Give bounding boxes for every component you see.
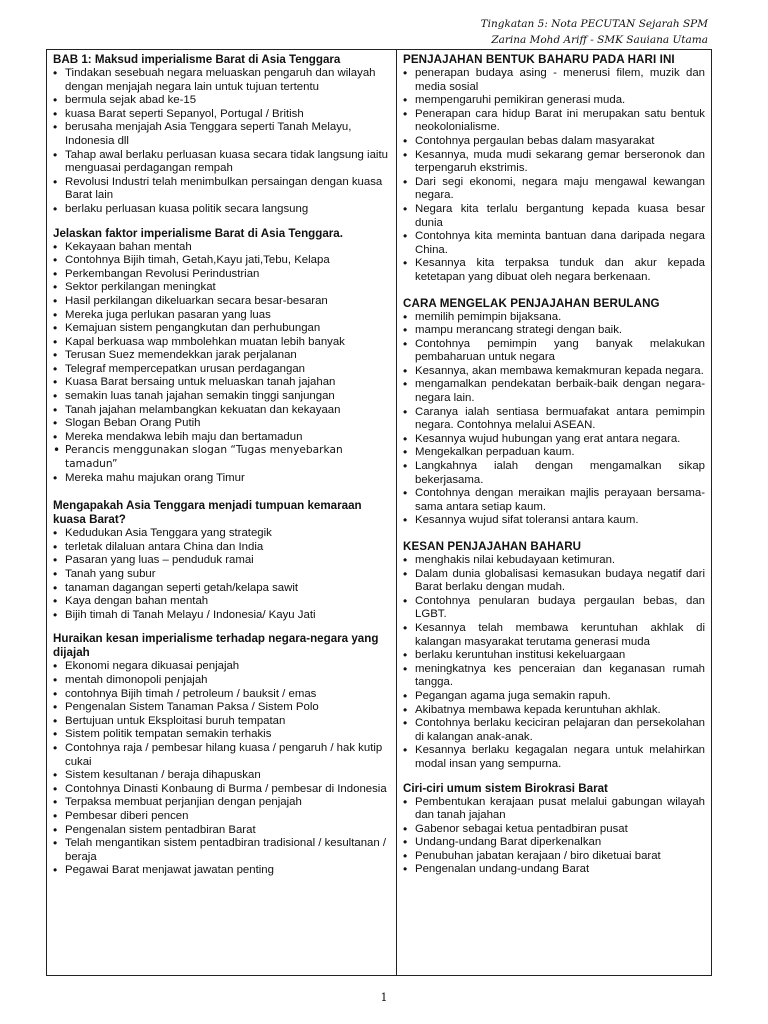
bullet-item: • Tanah yang subur	[53, 568, 391, 582]
bullet-list	[53, 527, 391, 622]
bullet-item: • Hasil perkilangan dikeluarkan secara besar-besaran	[53, 295, 391, 309]
bullet-item: • tanaman dagangan seperti getah/kelapa sawit	[53, 582, 391, 596]
bullet-item: • Akibatnya membawa kepada keruntuhan akhlak.	[403, 704, 705, 718]
notes-table	[46, 49, 712, 976]
bullet-item: • semakin luas tanah jajahan semakin tinggi sanjungan	[53, 390, 391, 404]
section-title: CARA MENGELAK PENJAJAHAN BERULANG	[403, 296, 660, 310]
bullet-item: • Perancis menggunakan slogan “Tugas menyebarkan tamadun”	[53, 444, 391, 471]
bullet-item: • Contohnya penularan budaya pergaulan bebas, dan LGBT.	[403, 595, 705, 622]
bullet-item: • Sektor perkilangan meningkat	[53, 281, 391, 295]
bullet-item: • Tindakan sesebuah negara meluaskan pengaruh dan wilayah dengan menjajah negara lain untuk tujuan tertentu	[53, 67, 391, 94]
bullet-item: • Pengenalan undang-undang Barat	[403, 863, 705, 877]
bullet-item: • Contohnya dengan meraikan majlis perayaan bersama-sama antara setiap kaum.	[403, 487, 705, 514]
page-header	[481, 16, 708, 48]
bullet-item: • Contohnya Dinasti Konbaung di Burma / pembesar di Indonesia	[53, 783, 391, 797]
header-author-line: Zarina Mohd Ariff - SMK Sauiana Utama	[491, 34, 708, 46]
bullet-item: • Ekonomi negara dikuasai penjajah	[53, 660, 391, 674]
bullet-item: • Dari segi ekonomi, negara maju mengawal kewangan negara.	[403, 176, 705, 203]
bullet-item: • Pegangan agama juga semakin rapuh.	[403, 690, 705, 704]
bullet-item: • Tahap awal berlaku perluasan kuasa secara tidak langsung iaitu menguasai perdagangan rempah	[53, 149, 391, 176]
bullet-item: • Pegawai Barat menjawat jawatan penting	[53, 864, 391, 878]
page-number: 1	[380, 991, 388, 1004]
bullet-item: • memilih pemimpin bijaksana.	[403, 311, 705, 325]
bullet-item: • berlaku keruntuhan institusi kekeluargaan	[403, 649, 705, 663]
bullet-item: • Contohnya Bijih timah, Getah,Kayu jati,Tebu, Kelapa	[53, 254, 391, 268]
left-column	[47, 50, 397, 975]
bullet-item: • menghakis nilai kebudayaan ketimuran.	[403, 554, 705, 568]
section-title: Jelaskan faktor imperialisme Barat di Asia Tenggara.	[53, 226, 343, 240]
bullet-item: • Bijih timah di Tanah Melayu / Indonesia/ Kayu Jati	[53, 609, 391, 623]
bullet-item: • Pengenalan Sistem Tanaman Paksa / Sistem Polo	[53, 701, 391, 715]
bullet-item: • Caranya ialah sentiasa bermuafakat antara pemimpin negara. Contohnya melalui ASEAN.	[403, 406, 705, 433]
bullet-item: • terletak dilaluan antara China dan India	[53, 541, 391, 555]
section-title: BAB 1: Maksud imperialisme Barat di Asia Tenggara	[53, 53, 341, 66]
bullet-list	[53, 241, 391, 486]
bullet-item: • Pengenalan sistem pentadbiran Barat	[53, 824, 391, 838]
section-title: PENJAJAHAN BENTUK BAHARU PADA HARI INI	[403, 53, 675, 66]
bullet-item: • mampu merancang strategi dengan baik.	[403, 324, 705, 338]
bullet-item: • Contohnya berlaku keciciran pelajaran dan persekolahan di kalangan anak-anak.	[403, 717, 705, 744]
bullet-item: • Revolusi Industri telah menimbulkan persaingan dengan kuasa Barat lain	[53, 176, 391, 203]
bullet-item: • penerapan budaya asing - menerusi filem, muzik dan media sosial	[403, 67, 705, 94]
bullet-item: • Kekayaan bahan mentah	[53, 241, 391, 255]
bullet-item: • Contohnya kita meminta bantuan dana daripada negara China.	[403, 230, 705, 257]
bullet-item: • Gabenor sebagai ketua pentadbiran pusat	[403, 823, 705, 837]
section-title: KESAN PENJAJAHAN BAHARU	[403, 540, 582, 553]
bullet-item: • Slogan Beban Orang Putih	[53, 417, 391, 431]
bullet-item: • Bertujuan untuk Eksploitasi buruh tempatan	[53, 715, 391, 729]
section-title: Huraikan kesan imperialisme terhadap negara-negara yang dijajah	[53, 632, 379, 660]
bullet-item: • meningkatnya kes penceraian dan keganasan rumah tangga.	[403, 663, 705, 690]
bullet-item: • Telegraf mempercepatkan urusan perdagangan	[53, 363, 391, 377]
bullet-item: • berusaha menjajah Asia Tenggara seperti Tanah Melayu, Indonesia dll	[53, 121, 391, 148]
bullet-item: • berlaku perluasan kuasa politik secara langsung	[53, 203, 391, 217]
bullet-item: • Kesannya telah membawa keruntuhan akhlak di kalangan masyarakat terutama generasi muda	[403, 622, 705, 649]
bullet-item: • Kesannya wujud hubungan yang erat antara negara.	[403, 433, 705, 447]
bullet-item: • mengamalkan pendekatan berbaik-baik dengan negara-negara lain.	[403, 378, 705, 405]
bullet-item: • Contohnya pemimpin yang banyak melakukan pembaharuan untuk negara	[403, 338, 705, 365]
bullet-item: • Pembesar diberi pencen	[53, 810, 391, 824]
bullet-item: • kuasa Barat seperti Sepanyol, Portugal / British	[53, 108, 391, 122]
bullet-item: • Dalam dunia globalisasi kemasukan budaya negatif dari Barat berlaku dengan mudah.	[403, 568, 705, 595]
bullet-list	[403, 311, 705, 529]
bullet-item: • mentah dimonopoli penjajah	[53, 674, 391, 688]
bullet-item: • Sistem politik tempatan semakin terhakis	[53, 728, 391, 742]
bullet-item: • Kesannya berlaku kegagalan negara untuk melahirkan modal insan yang sempurna.	[403, 744, 705, 771]
bullet-item: • Kesannya wujud sifat toleransi antara kaum.	[403, 514, 705, 528]
bullet-list	[403, 796, 705, 878]
bullet-item: • Mereka mahu majukan orang Timur	[53, 472, 391, 486]
bullet-list	[53, 660, 391, 878]
bullet-item: • Contohnya raja / pembesar hilang kuasa / pengaruh / hak kutip cukai	[53, 742, 391, 769]
bullet-item: • Kesannya, akan membawa kemakmuran kepada negara.	[403, 365, 705, 379]
bullet-item: • Penubuhan jabatan kerajaan / biro diketuai barat	[403, 850, 705, 864]
bullet-item: • Telah mengantikan sistem pentadbiran tradisional / kesultanan / beraja	[53, 837, 391, 864]
bullet-item: • Kapal berkuasa wap mmbolehkan muatan lebih banyak	[53, 336, 391, 350]
bullet-item: • Terusan Suez memendekkan jarak perjalanan	[53, 349, 391, 363]
bullet-item: • Sistem kesultanan / beraja dihapuskan	[53, 769, 391, 783]
bullet-item: • Undang-undang Barat diperkenalkan	[403, 836, 705, 850]
bullet-item: • Tanah jajahan melambangkan kekuatan dan kekayaan	[53, 404, 391, 418]
bullet-item: • Mereka mendakwa lebih maju dan bertamadun	[53, 431, 391, 445]
bullet-item: • Kesannya kita terpaksa tunduk dan akur kepada ketetapan yang dibuat oleh negara berkenaan.	[403, 257, 705, 284]
bullet-item: • Kaya dengan bahan mentah	[53, 595, 391, 609]
bullet-item: • Pembentukan kerajaan pusat melalui gabungan wilayah dan tanah jajahan	[403, 796, 705, 823]
bullet-item: • Terpaksa membuat perjanjian dengan penjajah	[53, 796, 391, 810]
bullet-item: • Kuasa Barat bersaing untuk meluaskan tanah jajahan	[53, 376, 391, 390]
bullet-item: • Perkembangan Revolusi Perindustrian	[53, 268, 391, 282]
bullet-item: • Negara kita terlalu bergantung kepada kuasa besar dunia	[403, 203, 705, 230]
bullet-item: • Langkahnya ialah dengan mengamalkan sikap bekerjasama.	[403, 460, 705, 487]
bullet-item: • Kemajuan sistem pengangkutan dan perhubungan	[53, 322, 391, 336]
bullet-list	[403, 67, 705, 285]
header-course-line: Tingkatan 5: Nota PECUTAN Sejarah SPM	[480, 18, 708, 30]
bullet-item: • bermula sejak abad ke-15	[53, 94, 391, 108]
bullet-item: • contohnya Bijih timah / petroleum / bauksit / emas	[53, 688, 391, 702]
bullet-item: • Penerapan cara hidup Barat ini merupakan satu bentuk neokolonialisme.	[403, 108, 705, 135]
bullet-item: • Mereka juga perlukan pasaran yang luas	[53, 309, 391, 323]
bullet-item: • Pasaran yang luas – penduduk ramai	[53, 554, 391, 568]
bullet-item: • Contohnya pergaulan bebas dalam masyarakat	[403, 135, 705, 149]
section-title: Mengapakah Asia Tenggara menjadi tumpuan kemaraan kuasa Barat?	[53, 499, 362, 527]
bullet-item: • Mengekalkan perpaduan kaum.	[403, 446, 705, 460]
bullet-list	[403, 554, 705, 772]
bullet-item: • Kedudukan Asia Tenggara yang strategik	[53, 527, 391, 541]
right-column	[397, 50, 711, 975]
section-title: Ciri-ciri umum sistem Birokrasi Barat	[403, 781, 608, 795]
bullet-list	[53, 67, 391, 217]
bullet-item: • mempengaruhi pemikiran generasi muda.	[403, 94, 705, 108]
bullet-item: • Kesannya, muda mudi sekarang gemar berseronok dan terpengaruh ekstrimis.	[403, 149, 705, 176]
